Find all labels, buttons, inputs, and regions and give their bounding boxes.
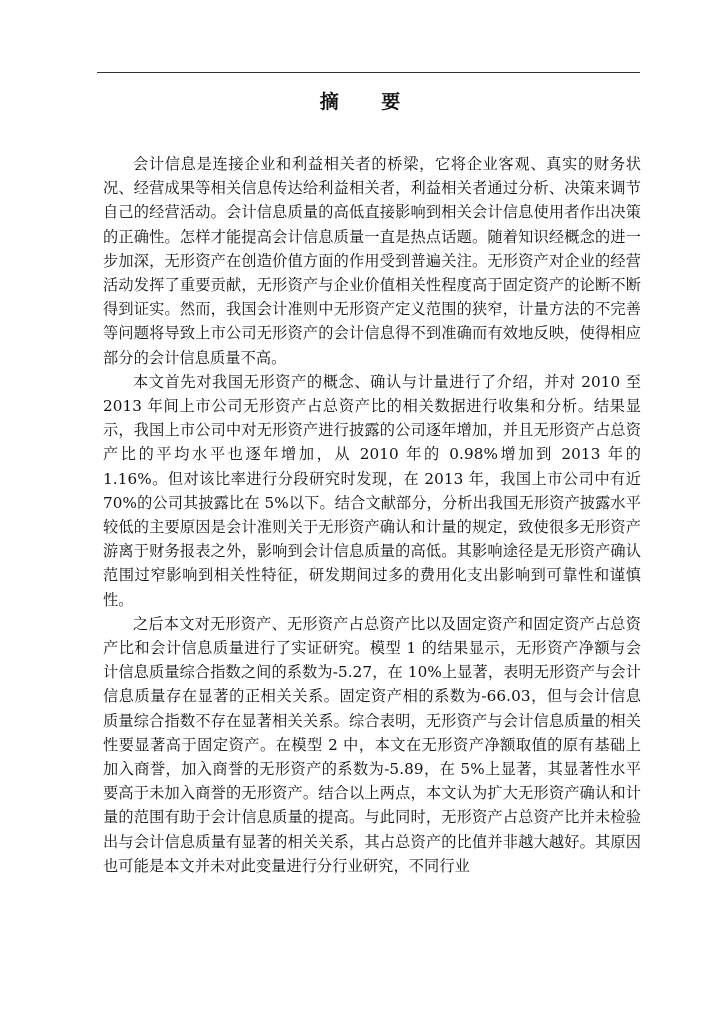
abstract-title: 摘 要: [319, 91, 419, 113]
paragraph-2: 本文首先对我国无形资产的概念、确认与计量进行了介绍，并对 2010 至 2013 年间上市公司无形资产占总资产比的相关数据进行收集和分析。结果显示，我国上市公司中对无形资产进行披露的公司逐年增加，并且无形资产占总资产比的平均水平也逐年增加，从 2010 年的 0.98%增加到 2013 年的 1.16%。但对该比率进行分段研究时发现，在 2013 年，我国上市公司中有近 70%的公司其披露比在 5%以下。结合文献部分，分析出我国无形资产披露水平较低的主要原因是会计准则关于无形资产确认和计量的规定，致使很多无形资产游离于财务报表之外，影响到会计信息质量的高低。其影响途径是无形资产确认范围过窄影响到相关性特征，研发期间过多的费用化支出影响到可靠性和谨慎性。: [103, 372, 641, 609]
paragraph-3: 之后本文对无形资产、无形资产占总资产比以及固定资产和固定资产占总资产比和会计信息质量进行了实证研究。模型 1 的结果显示，无形资产净额与会计信息质量综合指数之间的系数为-5.27，在 10%上显著，表明无形资产与会计信息质量存在显著的正相关关系。固定资产相的系数为-66.03，但与会计信息质量综合指数不存在显著相关关系。综合表明，无形资产与会计信息质量的相关性要显著高于固定资产。在模型 2 中，本文在无形资产净额取值的原有基础上加入商誉，加入商誉的无形资产的系数为-5.89，在 5%上显著，其显著性水平要高于未加入商誉的无形资产。结合以上两点，本文认为扩大无形资产确认和计量的范围有助于会计信息质量的提高。与此同时，无形资产占总资产比并未检验出与会计信息质量有显著的相关关系，其占总资产的比值并非越大越好。其原因也可能是本文并未对此变量进行分行业研究，不同行业: [103, 614, 641, 875]
header-rule: [97, 72, 640, 73]
paragraph-1: 会计信息是连接企业和利益相关者的桥梁，它将企业客观、真实的财务状况、经营成果等相关信息传达给利益相关者，利益相关者通过分析、决策来调节自己的经营活动。会计信息质量的高低直接影响到相关会计信息使用者作出决策的正确性。怎样才能提高会计信息质量一直是热点话题。随着知识经概念的进一步加深，无形资产在创造价值方面的作用受到普遍关注。无形资产对企业的经营活动发挥了重要贡献，无形资产与企业价值相关性程度高于固定资产的论断不断得到证实。然而，我国会计准则中无形资产定义范围的狭窄，计量方法的不完善等问题将导致上市公司无形资产的会计信息得不到准确而有效地反映，使得相应部分的会计信息质量不高。: [103, 155, 641, 367]
abstract-body: [103, 152, 641, 878]
